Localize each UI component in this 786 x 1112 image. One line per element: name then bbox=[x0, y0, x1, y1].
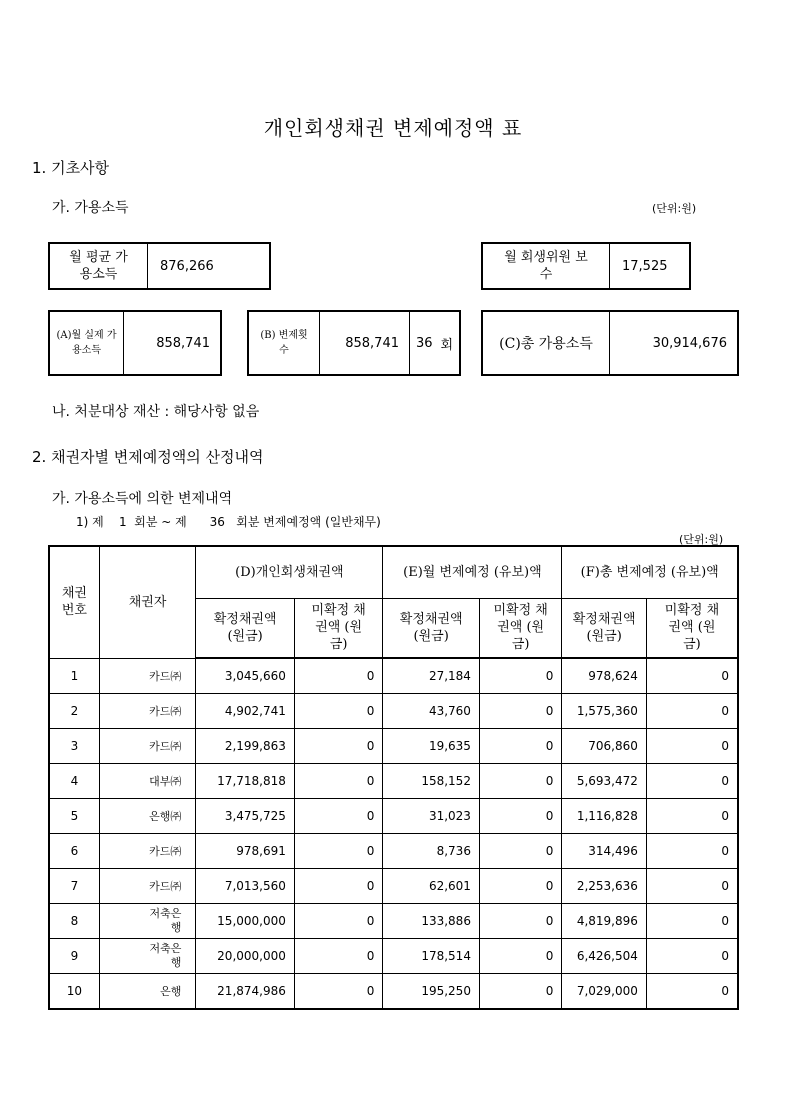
repayment-count-label: (B) 변제횟수 bbox=[260, 330, 308, 356]
cell-d-confirmed: 15,000,000 bbox=[196, 904, 295, 939]
cell-d-confirmed: 3,475,725 bbox=[196, 799, 295, 834]
section1-heading: 1. 기초사항 bbox=[32, 159, 110, 177]
section1-sub-b: 나. 처분대상 재산 : 해당사항 없음 bbox=[52, 404, 260, 420]
cell-f-unconfirmed: 0 bbox=[646, 974, 738, 1010]
section2-sub-a: 가. 가용소득에 의한 변제내역 bbox=[52, 491, 233, 507]
cell-d-unconfirmed: 0 bbox=[294, 729, 383, 764]
cell-e-unconfirmed: 0 bbox=[479, 904, 561, 939]
cell-f-confirmed: 1,575,360 bbox=[562, 694, 646, 729]
avg-income-value: 876,266 bbox=[147, 244, 269, 288]
table-row bbox=[49, 904, 738, 939]
cell-creditor: 대부㈜ bbox=[99, 764, 196, 799]
cell-creditor: 은행㈜ bbox=[99, 799, 196, 834]
table-row bbox=[49, 869, 738, 904]
cell-f-confirmed: 1,116,828 bbox=[562, 799, 646, 834]
header-d: (D)개인회생채권액 bbox=[196, 546, 383, 598]
cell-d-unconfirmed: 0 bbox=[294, 799, 383, 834]
repayment-count: 36 bbox=[416, 335, 433, 351]
cell-creditor-no: 6 bbox=[49, 834, 99, 869]
table-row bbox=[49, 764, 738, 799]
repayment-count-unit: 회 bbox=[440, 337, 453, 353]
cell-d-confirmed: 3,045,660 bbox=[196, 658, 295, 694]
cell-f-unconfirmed: 0 bbox=[646, 694, 738, 729]
cell-d-unconfirmed: 0 bbox=[294, 694, 383, 729]
page-title: 개인회생채권 변제예정액 표 bbox=[263, 116, 523, 140]
table-row bbox=[49, 729, 738, 764]
repayment-count-cell bbox=[409, 312, 459, 374]
avg-income-label: 월 평균 가용소득 bbox=[69, 250, 128, 282]
cell-f-confirmed: 2,253,636 bbox=[562, 869, 646, 904]
cell-creditor: 저축은행 bbox=[99, 904, 196, 939]
unit-label-2: (단위:원) bbox=[679, 533, 724, 546]
header-d-confirmed: 확정채권액 (원금) bbox=[196, 598, 295, 658]
section1-sub-a: 가. 가용소득 bbox=[52, 200, 129, 216]
cell-f-confirmed: 978,624 bbox=[562, 658, 646, 694]
cell-e-unconfirmed: 0 bbox=[479, 694, 561, 729]
cell-e-confirmed: 158,152 bbox=[383, 764, 480, 799]
cell-creditor: 카드㈜ bbox=[99, 694, 196, 729]
cell-creditor-no: 8 bbox=[49, 904, 99, 939]
cell-creditor: 은행 bbox=[99, 974, 196, 1010]
actual-income-value: 858,741 bbox=[123, 312, 220, 374]
table-row bbox=[49, 939, 738, 974]
cell-d-unconfirmed: 0 bbox=[294, 939, 383, 974]
actual-income-label: (A)월 실제 가용소득 bbox=[56, 330, 117, 356]
cell-e-unconfirmed: 0 bbox=[479, 799, 561, 834]
cell-d-confirmed: 21,874,986 bbox=[196, 974, 295, 1010]
cell-e-unconfirmed: 0 bbox=[479, 729, 561, 764]
cell-e-unconfirmed: 0 bbox=[479, 869, 561, 904]
cell-creditor-no: 10 bbox=[49, 974, 99, 1010]
cell-creditor-no: 4 bbox=[49, 764, 99, 799]
cell-creditor: 카드㈜ bbox=[99, 834, 196, 869]
header-f-confirmed: 확정채권액 (원금) bbox=[562, 598, 646, 658]
header-f-unconfirmed: 미확정 채권액 (원금) bbox=[646, 598, 738, 658]
table-row bbox=[49, 834, 738, 869]
total-income-label: (C)총 가용소득 bbox=[499, 336, 593, 352]
table-row bbox=[49, 694, 738, 729]
repayment-count-amount: 858,741 bbox=[319, 312, 409, 374]
cell-d-unconfirmed: 0 bbox=[294, 869, 383, 904]
repayment-table bbox=[48, 545, 739, 1010]
cell-creditor-no: 2 bbox=[49, 694, 99, 729]
cell-f-unconfirmed: 0 bbox=[646, 904, 738, 939]
cell-creditor-no: 3 bbox=[49, 729, 99, 764]
unit-label-1: (단위:원) bbox=[652, 202, 697, 215]
cell-creditor-no: 7 bbox=[49, 869, 99, 904]
cell-creditor: 카드㈜ bbox=[99, 658, 196, 694]
cell-f-unconfirmed: 0 bbox=[646, 869, 738, 904]
cell-e-unconfirmed: 0 bbox=[479, 834, 561, 869]
cell-e-confirmed: 27,184 bbox=[383, 658, 480, 694]
cell-f-confirmed: 5,693,472 bbox=[562, 764, 646, 799]
cell-creditor: 카드㈜ bbox=[99, 729, 196, 764]
cell-e-unconfirmed: 0 bbox=[479, 658, 561, 694]
header-e-unconfirmed: 미확정 채권액 (원금) bbox=[479, 598, 561, 658]
cell-e-confirmed: 133,886 bbox=[383, 904, 480, 939]
header-e: (E)월 변제예정 (유보)액 bbox=[383, 546, 562, 598]
avg-income-box bbox=[48, 242, 271, 290]
table-row bbox=[49, 799, 738, 834]
repayment-range: 1) 제 1 회분 ~ 제 36 회분 변제예정액 (일반채무) bbox=[76, 515, 381, 529]
cell-d-confirmed: 4,902,741 bbox=[196, 694, 295, 729]
cell-e-confirmed: 8,736 bbox=[383, 834, 480, 869]
cell-creditor-no: 9 bbox=[49, 939, 99, 974]
table-row bbox=[49, 974, 738, 1010]
cell-f-unconfirmed: 0 bbox=[646, 939, 738, 974]
cell-e-unconfirmed: 0 bbox=[479, 764, 561, 799]
cell-f-unconfirmed: 0 bbox=[646, 799, 738, 834]
cell-f-confirmed: 4,819,896 bbox=[562, 904, 646, 939]
cell-f-unconfirmed: 0 bbox=[646, 658, 738, 694]
cell-e-confirmed: 62,601 bbox=[383, 869, 480, 904]
cell-d-confirmed: 2,199,863 bbox=[196, 729, 295, 764]
cell-creditor: 저축은행 bbox=[99, 939, 196, 974]
cell-e-confirmed: 43,760 bbox=[383, 694, 480, 729]
cell-creditor-no: 1 bbox=[49, 658, 99, 694]
cell-e-confirmed: 178,514 bbox=[383, 939, 480, 974]
cell-e-confirmed: 19,635 bbox=[383, 729, 480, 764]
cell-d-unconfirmed: 0 bbox=[294, 764, 383, 799]
section2-heading: 2. 채권자별 변제예정액의 산정내역 bbox=[32, 448, 264, 466]
table-row bbox=[49, 658, 738, 694]
cell-f-unconfirmed: 0 bbox=[646, 729, 738, 764]
actual-income-box bbox=[48, 310, 222, 376]
header-e-confirmed: 확정채권액 (원금) bbox=[383, 598, 480, 658]
cell-f-confirmed: 7,029,000 bbox=[562, 974, 646, 1010]
cell-e-confirmed: 195,250 bbox=[383, 974, 480, 1010]
cell-f-confirmed: 706,860 bbox=[562, 729, 646, 764]
cell-creditor-no: 5 bbox=[49, 799, 99, 834]
header-creditor-no: 채권 번호 bbox=[49, 546, 99, 658]
cell-e-confirmed: 31,023 bbox=[383, 799, 480, 834]
cell-d-unconfirmed: 0 bbox=[294, 658, 383, 694]
cell-creditor: 카드㈜ bbox=[99, 869, 196, 904]
header-f: (F)총 변제예정 (유보)액 bbox=[562, 546, 738, 598]
cell-e-unconfirmed: 0 bbox=[479, 939, 561, 974]
trustee-fee-label: 월 회생위원 보수 bbox=[504, 250, 588, 282]
cell-d-unconfirmed: 0 bbox=[294, 834, 383, 869]
cell-d-unconfirmed: 0 bbox=[294, 904, 383, 939]
repayment-count-box bbox=[247, 310, 461, 376]
trustee-fee-value: 17,525 bbox=[609, 244, 689, 288]
header-creditor: 채권자 bbox=[99, 546, 196, 658]
total-income-box bbox=[481, 310, 739, 376]
cell-d-confirmed: 7,013,560 bbox=[196, 869, 295, 904]
header-d-unconfirmed: 미확정 채권액 (원금) bbox=[294, 598, 383, 658]
cell-d-unconfirmed: 0 bbox=[294, 974, 383, 1010]
cell-f-unconfirmed: 0 bbox=[646, 834, 738, 869]
cell-f-unconfirmed: 0 bbox=[646, 764, 738, 799]
cell-e-unconfirmed: 0 bbox=[479, 974, 561, 1010]
cell-d-confirmed: 17,718,818 bbox=[196, 764, 295, 799]
cell-d-confirmed: 20,000,000 bbox=[196, 939, 295, 974]
cell-f-confirmed: 6,426,504 bbox=[562, 939, 646, 974]
trustee-fee-box bbox=[481, 242, 691, 290]
cell-f-confirmed: 314,496 bbox=[562, 834, 646, 869]
total-income-value: 30,914,676 bbox=[609, 312, 737, 374]
cell-d-confirmed: 978,691 bbox=[196, 834, 295, 869]
